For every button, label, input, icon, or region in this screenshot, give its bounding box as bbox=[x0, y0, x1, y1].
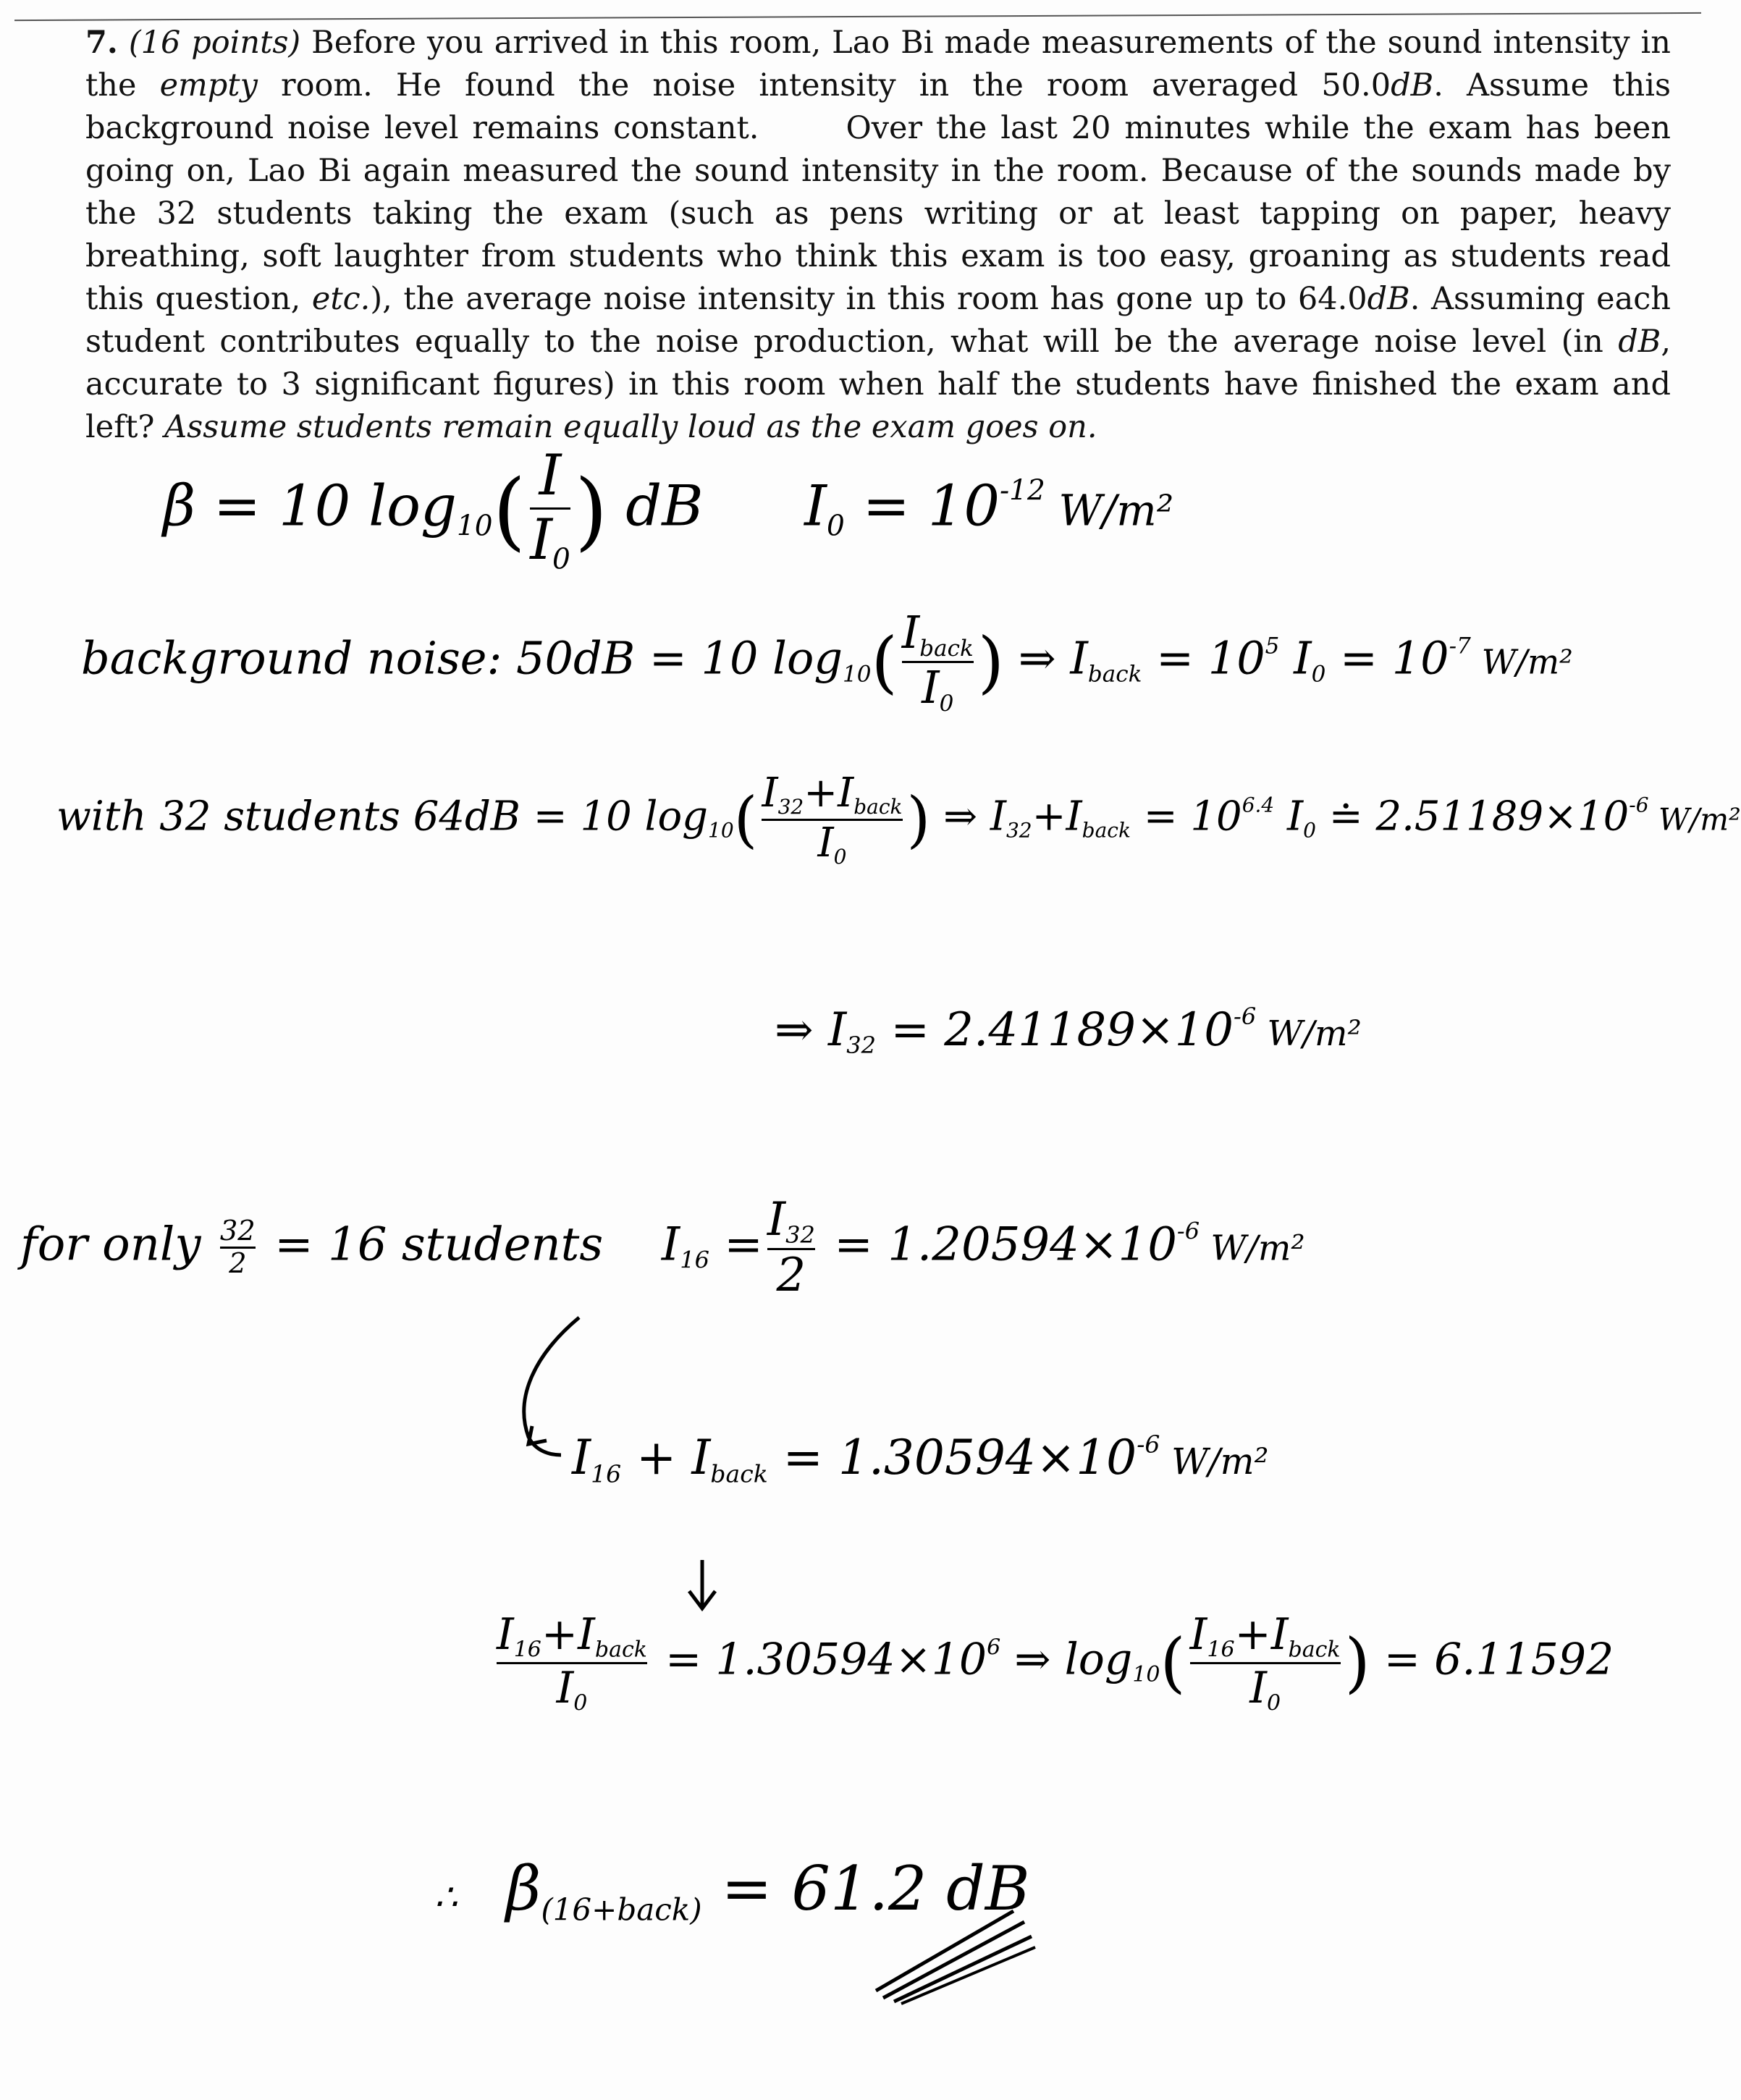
work-line-i16-plus-back: $I_{16} + I_{back} = 1.30594\times 10^{-6}$ W/m² bbox=[572, 1430, 1269, 1488]
final-answer: ∴ $\beta_{(16+back)} = 61.2$ dB bbox=[434, 1853, 1030, 1928]
work-line-16-students: for only $\frac{32}{2}$ = 16 students $I_{16}$ = $\frac{I_{32}}{2}$ = $1.20594\times 10^{-6}$ W/m² bbox=[20, 1193, 1305, 1303]
work-line-definition: β = 10 $\log_{10}$( $\frac{I}{I_0}$ ) dB $I_0 = 10^{-12}$ W/m² bbox=[163, 443, 1174, 576]
problem-points: (16 points) bbox=[128, 25, 301, 61]
work-line-log: $\frac{I_{16}+I_{back}}{I_0}$ = $1.30594\times 10^6$ ⇒ $\log_{10}$( $\frac{I_{16}+I_{back}}{I_0}$ ) = 6.11592 bbox=[497, 1609, 1614, 1716]
work-line-i32: ⇒ $I_{32} = 2.41189\times 10^{-6}$ W/m² bbox=[775, 1003, 1362, 1059]
problem-assumption: Assume students remain equally loud as the exam goes on. bbox=[164, 409, 1097, 445]
top-rule bbox=[14, 12, 1701, 21]
work-line-32-students: with 32 students 64dB = 10 $\log_{10}$( $\frac{I_{32}+I_{back}}{I_0}$ ) ⇒ $I_{32}+I_{back} = 10^{6.4}$ $I_0$ ≐ $2.51189\times 10^{-6}$ W/m² bbox=[56, 769, 1741, 869]
down-arrow-icon bbox=[680, 1556, 724, 1614]
work-line-background: background noise: 50dB = 10 $\log_{10}$( $\frac{I_{back}}{I_0}$ ) ⇒ $I_{back} = 10^5$ $I_0 = 10^{-7}$ W/m² bbox=[81, 606, 1573, 717]
answer-emphasis-strokes bbox=[869, 1897, 1042, 2005]
problem-number: 7. bbox=[85, 25, 118, 61]
problem-text: 7. (16 points) Before you arrived in this room, Lao Bi made measurements of the sound intensity in the empty room. He found the noise intensity in the room averaged 50.0dB. Assume this background noise level remains constant. Over the last 20 minutes while the exam has been going on, Lao Bi again measured the sound intensity in the room. Because of the sounds made by the 32 students taking the exam (such as pens writing or at least tapping on paper, heavy breathing, soft laughter from students who think this exam is too easy, groaning as students read this question, etc.), the average noise intensity in this room has gone up to 64.0dB. Assuming each student contributes equally to the noise production, what will be the average noise level (in dB, accurate to 3 significant figures) in this room when half the students have finished the exam and left? Assume students remain equally loud as the exam goes on. bbox=[85, 25, 1672, 445]
